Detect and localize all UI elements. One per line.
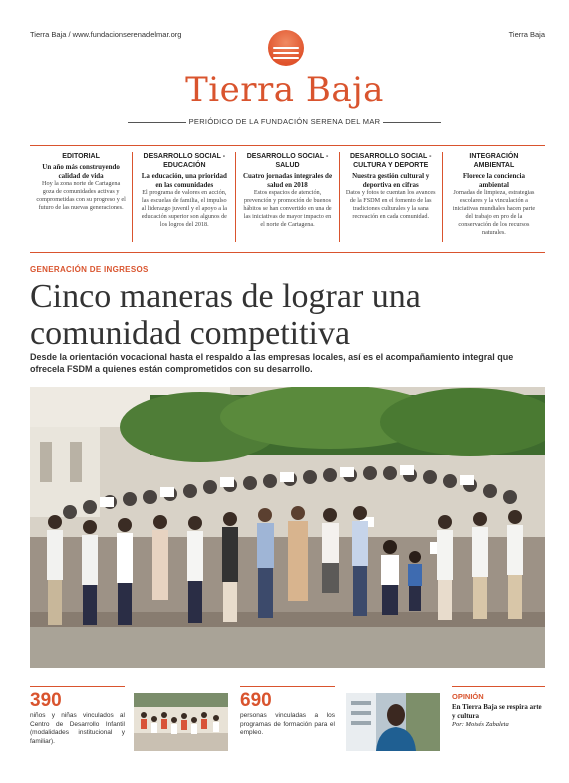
- teaser-body: Hoy la zona norte de Cartagena goza de comunidades activas y comprometidas con su progreso y el futuro de las nuevas generaciones.: [36, 180, 126, 211]
- teaser-label: INTEGRACIÓN AMBIENTAL: [469, 153, 519, 169]
- children-thumbnail-illustration: [134, 693, 228, 751]
- header-url: Tierra Baja / www.fundacionserenadelmar.org: [30, 30, 182, 39]
- teaser-label: EDITORIAL: [62, 153, 100, 160]
- author-portrait-illustration: [346, 693, 440, 751]
- opinion-kicker: OPINIÓN: [452, 692, 484, 701]
- teaser-body: Datos y fotos te cuentan los avances de la FSDM en el fomento de las tradiciones culturales y la sana recreación en cada comunidad.: [345, 189, 436, 220]
- stat-number-2: 690: [240, 690, 272, 711]
- stat-number-1: 390: [30, 690, 62, 711]
- group-photo: [30, 387, 545, 668]
- teaser-salud[interactable]: [235, 152, 338, 242]
- teaser-headline: La educación, una prioridad en las comunidades: [141, 172, 227, 189]
- teaser-ambiental[interactable]: [442, 152, 545, 242]
- teaser-headline: Cuatro jornadas integrales de salud en 2018: [242, 172, 333, 189]
- opinion-title[interactable]: En Tierra Baja se respira arte y cultura: [452, 703, 542, 720]
- masthead-title: Tierra Baja: [185, 70, 384, 110]
- stat-rule-1: [30, 686, 125, 687]
- opinion-author: Por: Moisés Zabaleta: [452, 721, 509, 728]
- teaser-label: DESARROLLO SOCIAL - SALUD: [246, 153, 329, 169]
- opinion-rule: [452, 686, 545, 687]
- article-deck: Desde la orientación vocacional hasta el respaldo a las empresas locales, así es el acompañamiento integral que ofrecela FSDM a quienes están comprometidos con su desarrollo.: [30, 352, 514, 374]
- teaser-headline: Florece la conciencia ambiental: [462, 172, 525, 189]
- section-teasers: [30, 152, 545, 242]
- stat-text-1: niños y niñas vinculados al Centro de Desarrollo Infantil (modalidades institucional y familiar).: [30, 712, 125, 745]
- article-headline[interactable]: Cinco maneras de lograr una comunidad competitiva: [30, 278, 421, 352]
- author-portrait: [346, 693, 440, 751]
- group-photo-illustration: [30, 387, 545, 668]
- teaser-headline: Nuestra gestión cultural y deportiva en cifras: [352, 172, 430, 189]
- teaser-label: DESARROLLO SOCIAL - CULTURA Y DEPORTE: [349, 153, 432, 169]
- teaser-headline: Un año más construyendo calidad de vida: [42, 163, 120, 180]
- divider-bottom: [30, 252, 545, 253]
- masthead-subtitle: PERIÓDICO DE LA FUNDACIÓN SERENA DEL MAR: [188, 117, 381, 126]
- header-right-title: Tierra Baja: [508, 30, 545, 39]
- teaser-body: Estos espacios de atención, prevención y promoción de buenos hábitos se han convertido en una de las iniciativas de mayor impacto en el norte de Cartagena.: [243, 189, 332, 228]
- article-kicker: GENERACIÓN DE INGRESOS: [30, 265, 149, 274]
- sun-logo-icon: [268, 30, 304, 66]
- teaser-cultura[interactable]: [339, 152, 442, 242]
- divider-top: [30, 145, 545, 146]
- teaser-body: Jornadas de limpieza, estrategias escolares y la vinculación a iniciativas mundiales hacen parte del trabajo en pro de la conservación de los recursos naturales.: [452, 189, 536, 236]
- stat-rule-2: [240, 686, 335, 687]
- children-thumbnail: [134, 693, 228, 751]
- teaser-body: El programa de valores en acción, las escuelas de familia, el impulso al liderazgo juvenil y el apoyo a la educación superior son algunos de los logros del 2018.: [141, 189, 227, 228]
- teaser-educacion[interactable]: [132, 152, 235, 242]
- teaser-editorial[interactable]: [30, 152, 132, 242]
- teaser-label: DESARROLLO SOCIAL - EDUCACIÓN: [143, 153, 226, 169]
- stat-text-2: personas vinculadas a los programas de formación para el empleo.: [240, 712, 335, 736]
